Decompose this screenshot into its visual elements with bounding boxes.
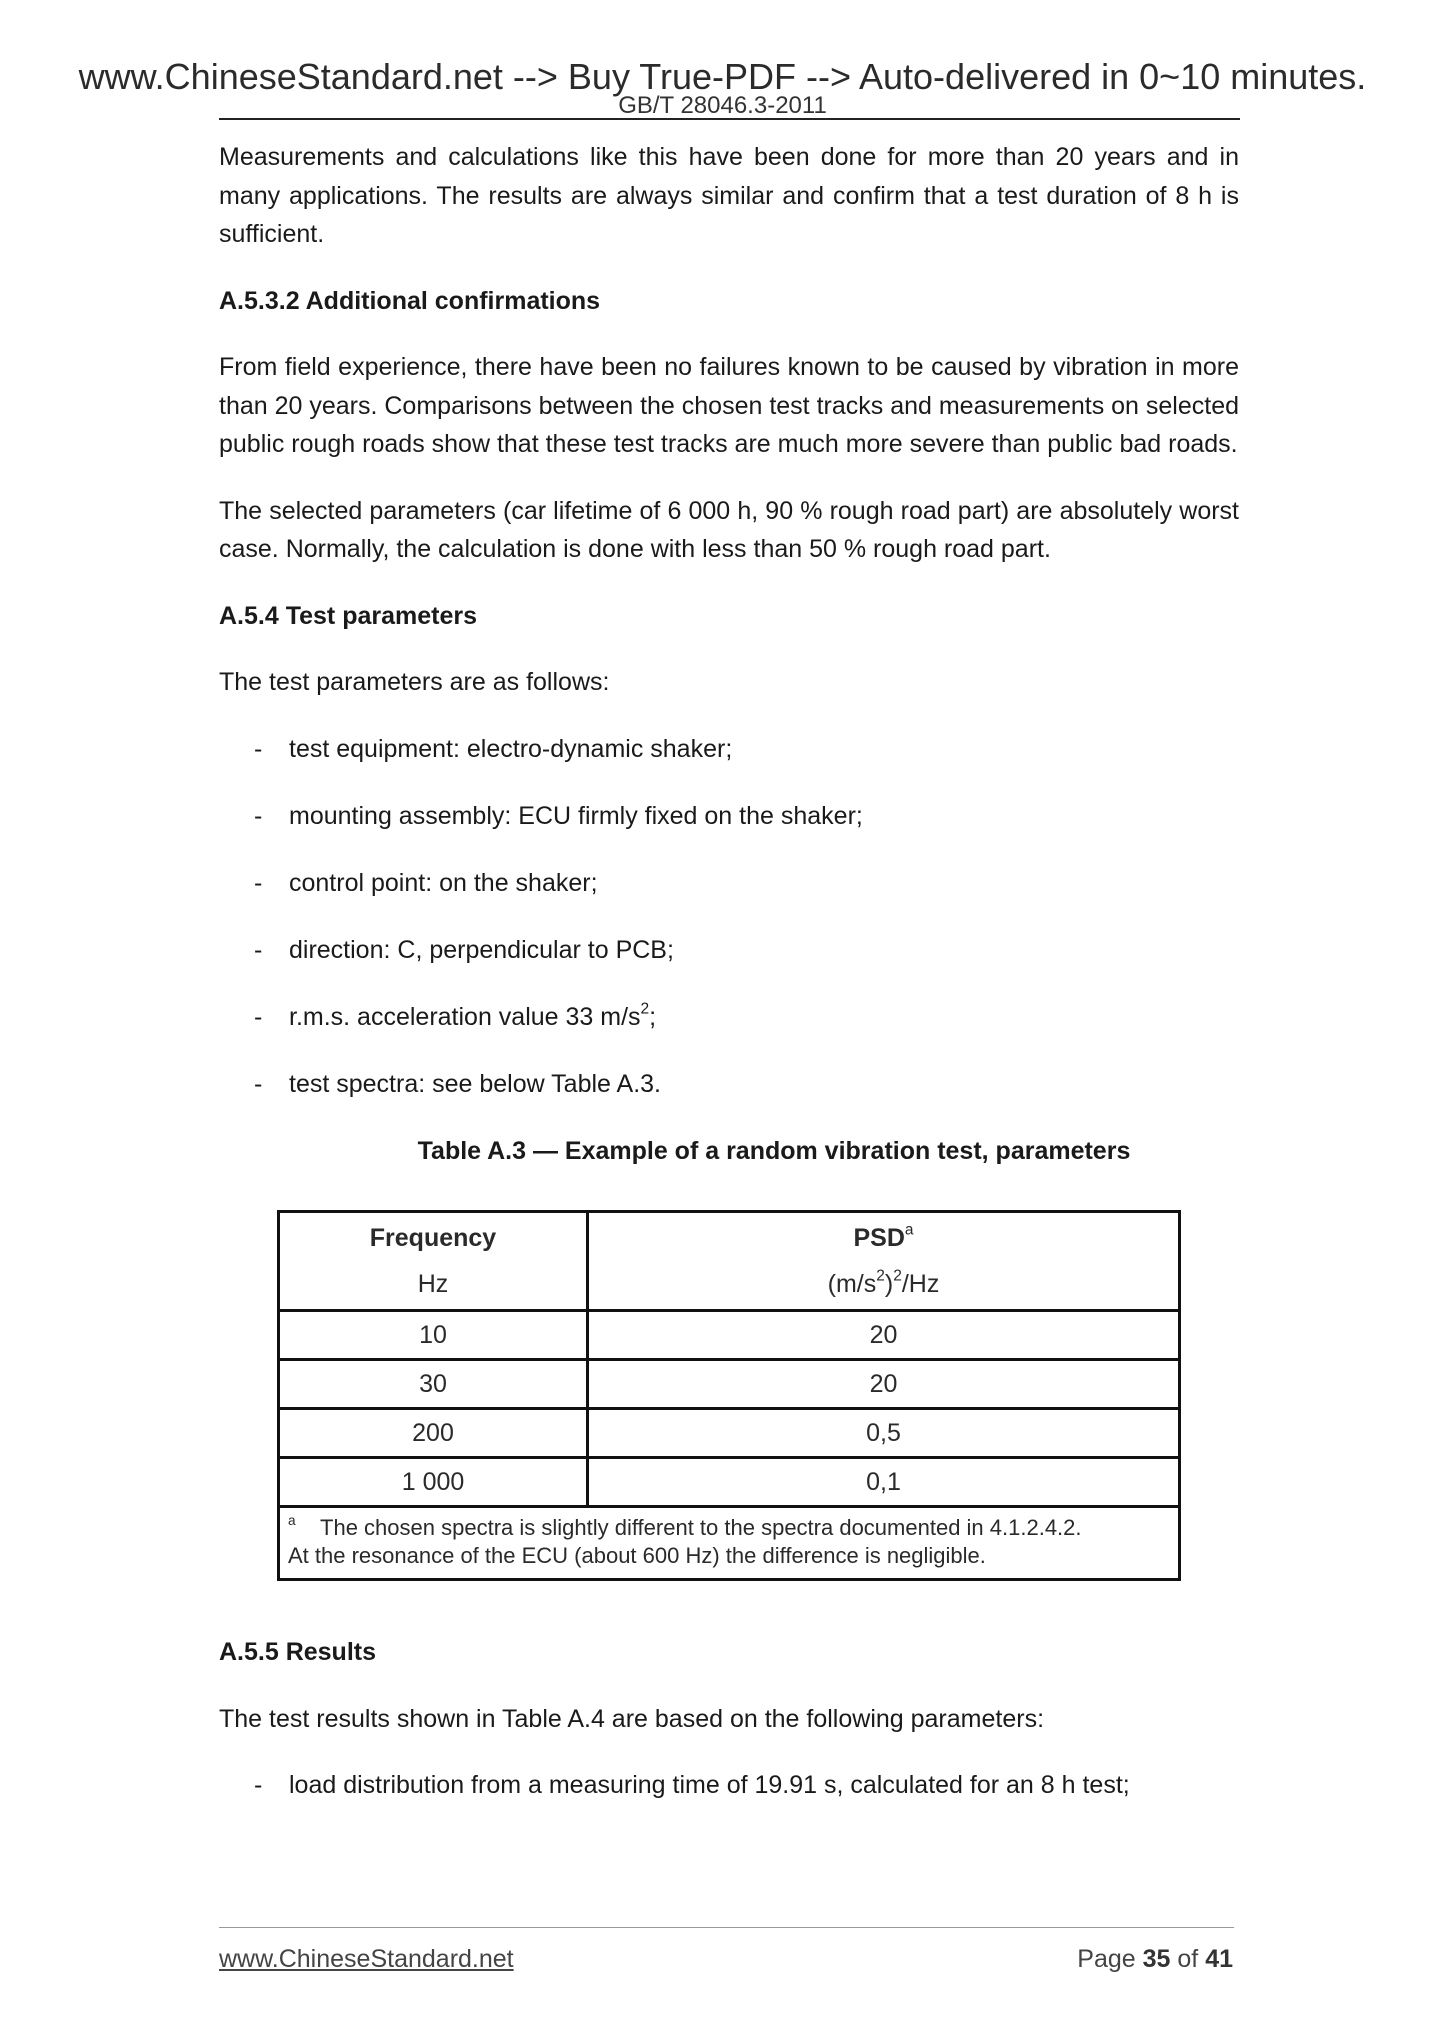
page-indicator: Page 35 of 41 — [1077, 1945, 1233, 1973]
list-item — [219, 864, 1239, 902]
header-divider — [219, 118, 1240, 120]
header-psd — [588, 1212, 1180, 1311]
list-item — [219, 730, 1239, 768]
cell-psd: 20 — [588, 1311, 1180, 1360]
table-row — [279, 1311, 1180, 1360]
standard-code: GB/T 28046.3-2011 — [618, 92, 827, 119]
header-frequency-unit: Hz — [417, 1270, 449, 1298]
page-number: 35 — [1142, 1945, 1171, 1973]
list-item — [219, 1065, 1239, 1103]
footer-divider — [219, 1927, 1234, 1928]
list-dash: - — [254, 734, 263, 763]
table-row — [279, 1458, 1180, 1507]
test-parameters-list — [219, 730, 1239, 1103]
list-dash: - — [254, 1771, 263, 1799]
header-psd-label: PSD — [853, 1224, 905, 1252]
header-psd-unit: $(m/s^2)^2/Hz$ — [827, 1267, 940, 1298]
results-parameters-list — [219, 1766, 1239, 1804]
cell-frequency: 30 — [279, 1360, 588, 1409]
footnote-line-1: The chosen spectra is slightly different to the spectra documented in 4.1.2.4.2. — [320, 1515, 1082, 1540]
list-item — [219, 1766, 1239, 1804]
section-heading-a55: A.5.5 Results — [219, 1638, 377, 1666]
list-item — [219, 998, 1239, 1036]
footer-site-link[interactable]: www.ChineseStandard.net — [219, 1945, 514, 1973]
footnote-marker: a — [288, 1512, 296, 1528]
page-total: 41 — [1205, 1945, 1233, 1973]
cell-frequency: 1 000 — [279, 1458, 588, 1507]
section-heading-a532: A.5.3.2 Additional confirmations — [219, 286, 601, 315]
site-banner[interactable]: www.ChineseStandard.net --> Buy True-PDF --> Auto-delivered in 0~10 minutes. — [78, 56, 1367, 97]
intro-paragraph: Measurements and calculations like this have been done for more than 20 years and in many applications. The results are always similar and confirm that a test duration of 8 h is sufficient. — [219, 143, 1239, 248]
table-row — [279, 1360, 1180, 1409]
list-item-text: test equipment: electro-dynamic shaker; — [289, 734, 733, 763]
table-footnote-row — [279, 1507, 1180, 1580]
table-header-row — [279, 1212, 1180, 1311]
list-dash: - — [254, 1002, 263, 1031]
cell-frequency: 10 — [279, 1311, 588, 1360]
table-title: Table A.3 — Example of a random vibration test, parameters — [417, 1136, 1131, 1165]
list-dash: - — [254, 1069, 263, 1098]
paragraph-field-experience: From field experience, there have been no failures known to be caused by vibration in more than 20 years. Comparisons between the chosen test tracks and measurements on selected public rough roads show that these test tracks are much more severe than public bad roads. — [219, 353, 1240, 458]
table-footnote — [279, 1507, 1180, 1580]
header-frequency — [279, 1212, 588, 1311]
header-frequency-label: Frequency — [369, 1224, 497, 1252]
header-psd-footnote-ref: a — [904, 1221, 914, 1239]
test-parameters-intro: The test parameters are as follows: — [219, 668, 610, 696]
list-dash: - — [254, 935, 263, 964]
list-item — [219, 931, 1239, 969]
cell-psd: 0,5 — [588, 1409, 1180, 1458]
section-heading-a54: A.5.4 Test parameters — [219, 601, 477, 630]
results-intro: The test results shown in Table A.4 are based on the following parameters: — [219, 1704, 1045, 1733]
list-item-text: test spectra: see below Table A.3. — [289, 1069, 661, 1098]
cell-frequency: 200 — [279, 1409, 588, 1458]
cell-psd: 20 — [588, 1360, 1180, 1409]
list-item-text: mounting assembly: ECU firmly fixed on the shaker; — [289, 801, 863, 830]
list-item — [219, 797, 1239, 835]
footnote-line-2: At the resonance of the ECU (about 600 Hz) the difference is negligible. — [288, 1543, 986, 1568]
list-item-text: control point: on the shaker; — [289, 868, 598, 897]
list-dash: - — [254, 868, 263, 897]
paragraph-selected-parameters: The selected parameters (car lifetime of 6 000 h, 90 % rough road part) are absolutely worst case. Normally, the calculation is done with less than 50 % rough road part. — [219, 496, 1239, 563]
list-item-text: load distribution from a measuring time of 19.91 s, calculated for an 8 h test; — [289, 1771, 1130, 1799]
table-row — [279, 1409, 1180, 1458]
page-content — [219, 138, 1239, 1833]
psd-table — [277, 1210, 1181, 1581]
unit-superscript: 2 — [640, 999, 650, 1017]
list-item-text: direction: C, perpendicular to PCB; — [289, 935, 674, 964]
list-item-tail: ; — [649, 1002, 657, 1031]
cell-psd: 0,1 — [588, 1458, 1180, 1507]
list-dash: - — [254, 801, 263, 830]
list-item-text: r.m.s. acceleration value 33 m/s — [289, 1002, 641, 1031]
